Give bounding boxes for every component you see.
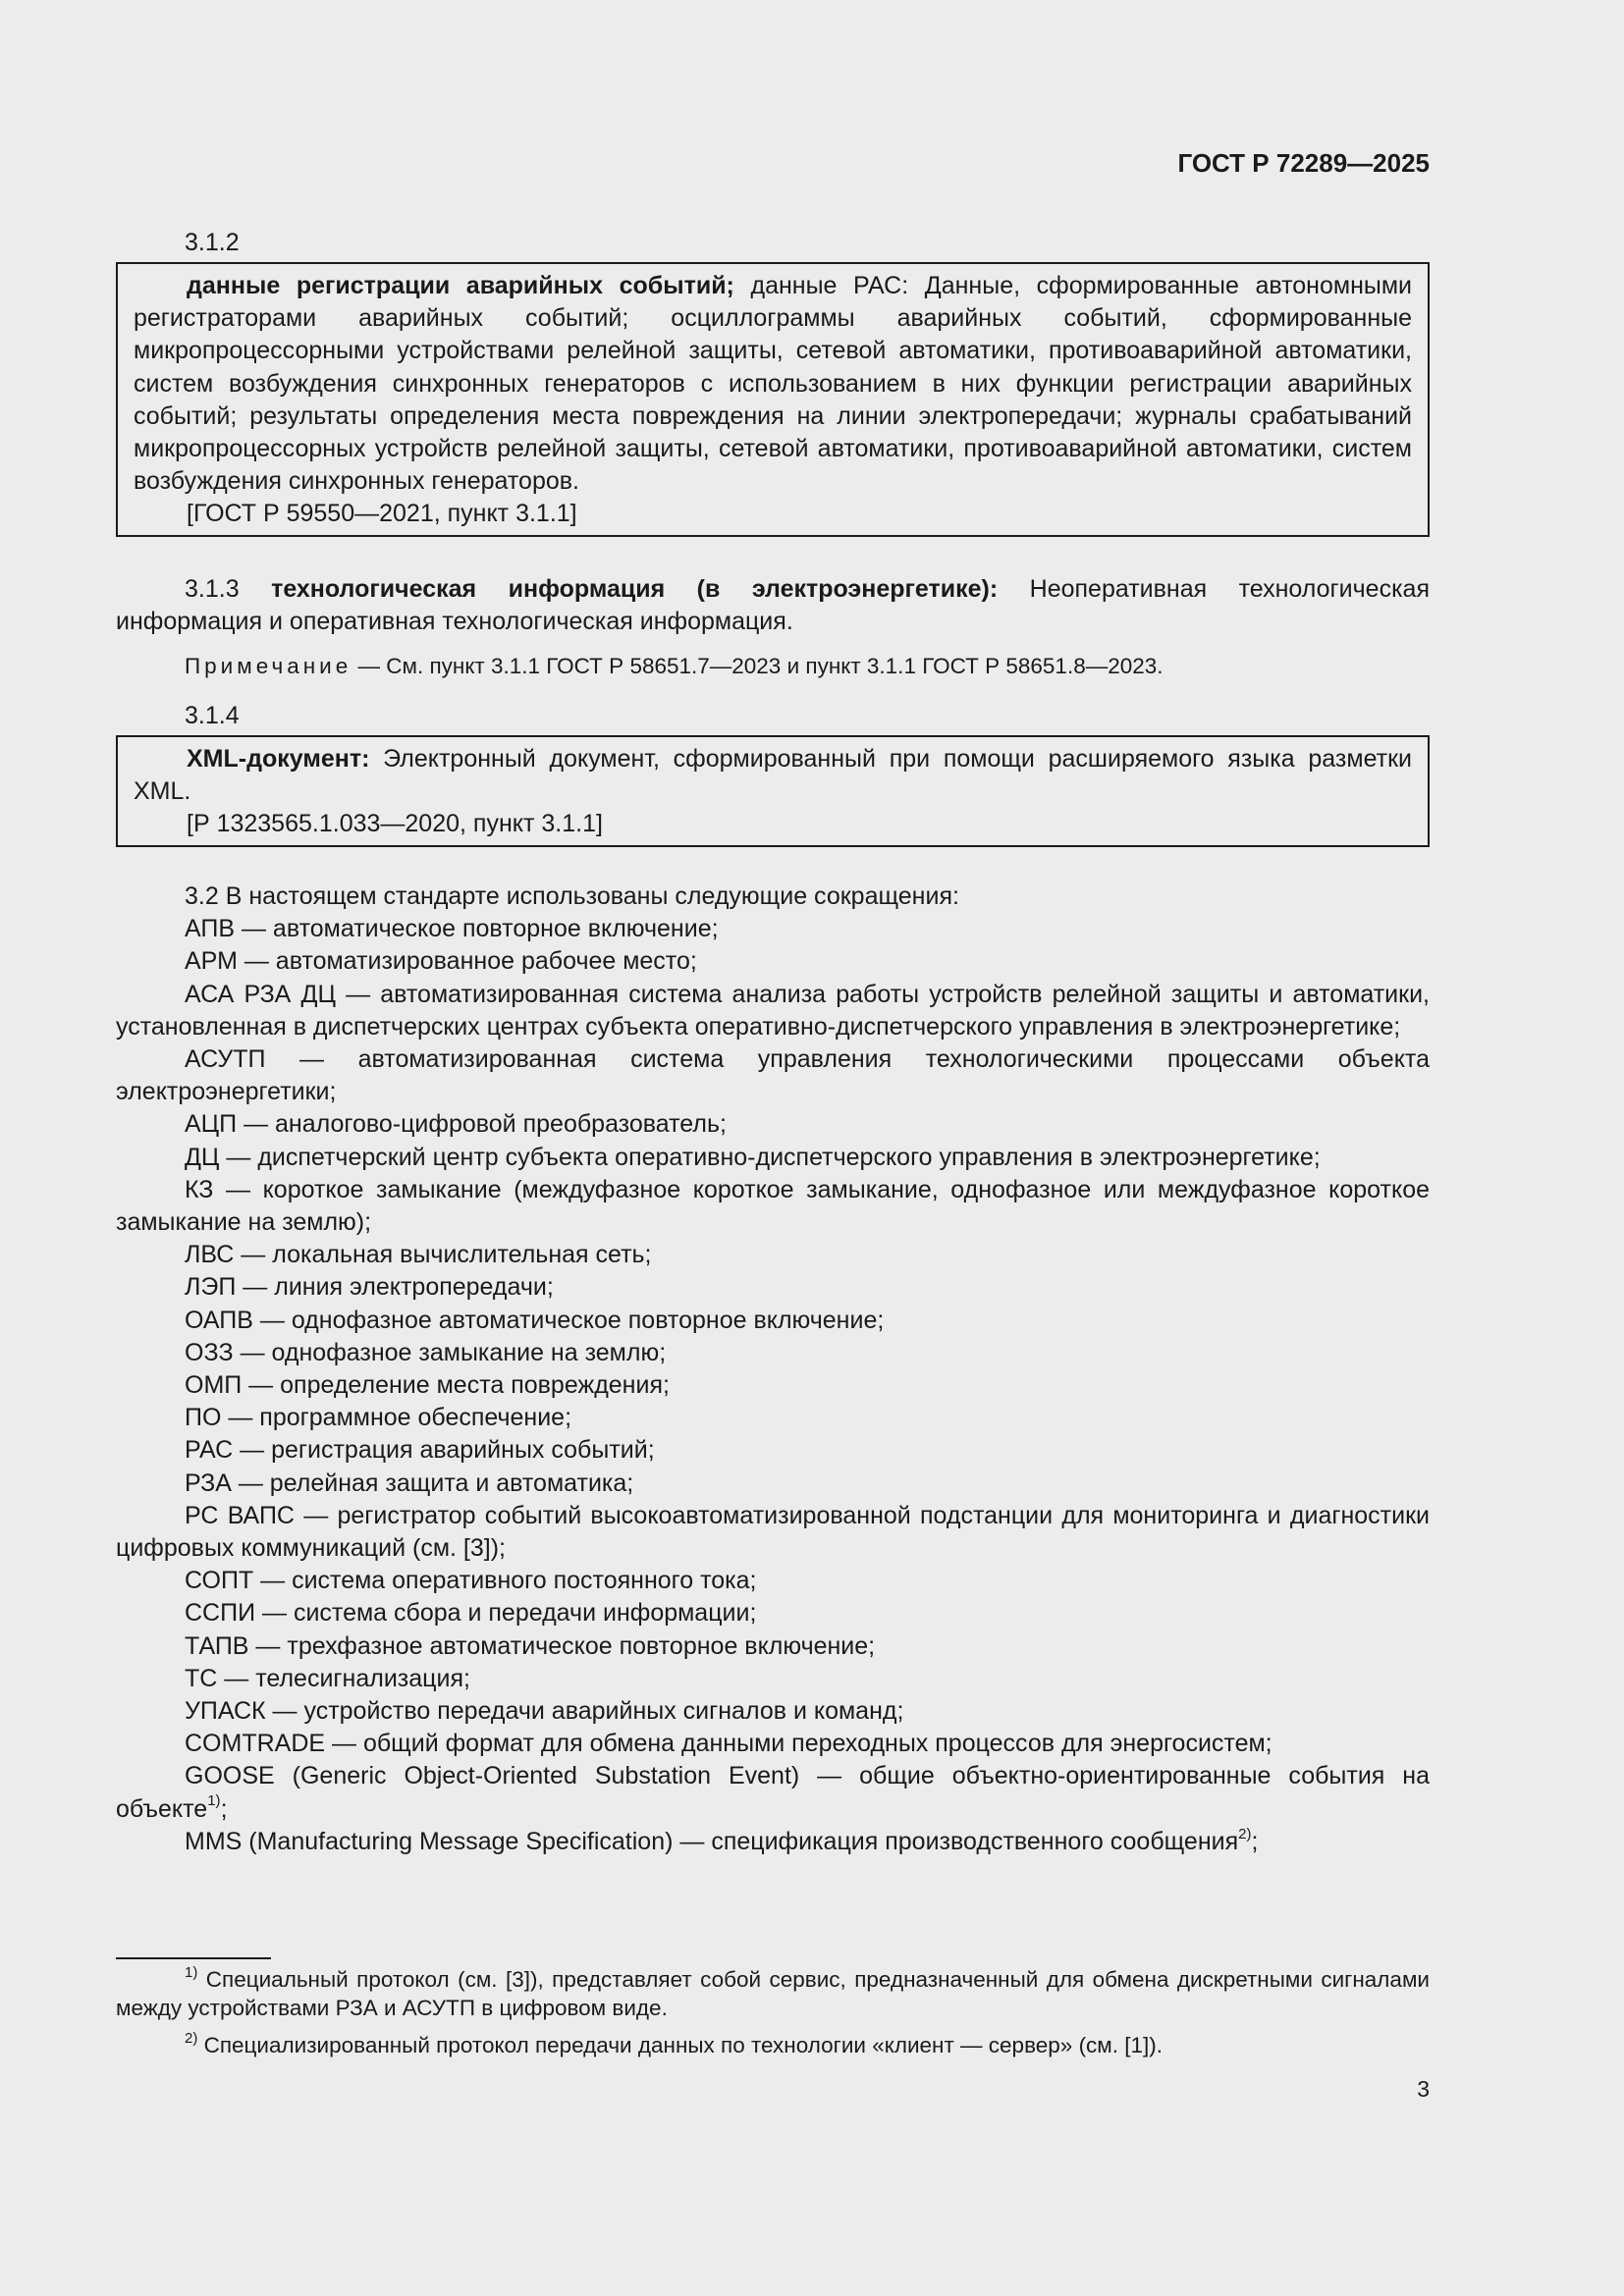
footnote-text: Специализированный протокол передачи данных по технологии «клиент — сервер» (см. [1]). — [197, 2033, 1164, 2057]
footnote-divider — [116, 1957, 271, 1959]
abbreviation-item: АРМ — автоматизированное рабочее место; — [185, 947, 697, 976]
abbreviation-item: COMTRADE — общий формат для обмена данными переходных процессов для энергосистем; — [185, 1730, 1272, 1758]
footnote-mark: 2) — [185, 2029, 198, 2047]
abbreviation-item: РЗА — релейная защита и автоматика; — [185, 1468, 634, 1497]
abbreviation-item: УПАСК — устройство передачи аварийных сигналов и команд; — [185, 1697, 904, 1726]
abbreviations-section — [116, 881, 1430, 1858]
abbreviation-end: ; — [220, 1794, 228, 1823]
page-number: 3 — [1417, 2076, 1430, 2102]
abbreviation-item: ПО — программное обеспечение; — [185, 1404, 572, 1432]
footnote-mark: 1) — [185, 1963, 198, 1981]
abbreviation-item-mms — [116, 1826, 1430, 1858]
term-definition-paragraph — [116, 573, 1430, 638]
footnote-ref-1[interactable]: 1) — [207, 1792, 221, 1810]
abbreviation-item: АСУТП — автоматизированная система управления технологическими процессами объекта электроэнергетики; — [116, 1045, 1430, 1106]
term-box-3-1-4 — [116, 735, 1430, 847]
abbreviation-item: ДЦ — диспетчерский центр субъекта оперативно-диспетчерского управления в электроэнергетике; — [185, 1143, 1321, 1171]
abbreviation-item: АЦП — аналогово-цифровой преобразователь; — [185, 1110, 727, 1139]
abbreviation-item: ОЗЗ — однофазное замыкание на землю; — [185, 1338, 667, 1366]
abbreviation-end: ; — [1251, 1827, 1259, 1855]
term-name: данные регистрации аварийных событий; — [187, 272, 734, 299]
abbreviation-item: ОАПВ — однофазное автоматическое повторное включение; — [185, 1306, 885, 1334]
abbreviation-item: СОПТ — система оперативного постоянного тока; — [185, 1567, 757, 1595]
abbreviation-item: РАС — регистрация аварийных событий; — [185, 1436, 655, 1465]
footnotes — [116, 1965, 1430, 2059]
term-source: [Р 1323565.1.033—2020, пункт 3.1.1] — [187, 810, 603, 838]
abbreviation-item: АСА РЗА ДЦ — автоматизированная система анализа работы устройств релейной защиты и автоматики, установленная в диспетчерских центрах субъекта оперативно-диспетчерского управления в электроэнергетике; — [116, 980, 1430, 1041]
abbreviation-item: ТАПВ — трехфазное автоматическое повторное включение; — [185, 1631, 876, 1660]
abbreviation-item-goose — [116, 1760, 1430, 1825]
term-definition: Электронный документ, сформированный при помощи расширяемого языка разметки XML. — [134, 745, 1412, 806]
term-number-3-1-4: 3.1.4 — [185, 702, 240, 729]
abbreviation-item: ОМП — определение места повреждения; — [185, 1371, 670, 1400]
abbreviation-item: ЛЭП — линия электропередачи; — [185, 1273, 554, 1302]
abbreviation-item: КЗ — короткое замыкание (междуфазное короткое замыкание, однофазное или междуфазное короткое замыкание на землю); — [116, 1175, 1430, 1237]
term-definition: данные РАС: Данные, сформированные автономными регистраторами аварийных событий; осциллограммы аварийных событий, сформированные микропроцессорными устройствами релейной защиты, сетевой автоматики, противоаварийной автоматики, систем возбуждения синхронных генераторов с использованием в них функции регистрации аварийных событий; результаты определения места повреждения на линии электропередачи; журналы срабатываний микропроцессорных устройств релейной защиты, сетевой автоматики, противоаварийной автоматики, систем возбуждения синхронных генераторов. — [134, 272, 1413, 496]
abbreviation-item: ССПИ — система сбора и передачи информации; — [185, 1599, 757, 1628]
term-name: XML-документ: — [187, 745, 370, 773]
term-definition: Неоперативная технологическая информация и оперативная технологическая информация. — [116, 575, 1431, 636]
term-3-1-3 — [116, 573, 1430, 681]
term-definition-paragraph — [134, 743, 1412, 808]
term-source: [ГОСТ Р 59550—2021, пункт 3.1.1] — [187, 500, 577, 528]
note-text: — См. пункт 3.1.1 ГОСТ Р 58651.7—2023 и пункт 3.1.1 ГОСТ Р 58651.8—2023. — [352, 654, 1164, 679]
footnote-2 — [116, 2031, 1430, 2059]
abbreviation-item: РС ВАПС — регистратор событий высокоавтоматизированной подстанции для мониторинга и диагностики цифровых коммуникаций (см. [3]); — [116, 1501, 1430, 1563]
abbreviation-item: АПВ — автоматическое повторное включение; — [185, 915, 719, 943]
abbreviation-text: MMS (Manufacturing Message Specification) — спецификация производственного сообщения — [185, 1827, 1239, 1855]
term-name: технологическая информация (в электроэнергетике): — [271, 575, 999, 603]
note-label: Примечание — [185, 654, 352, 679]
footnote-text: Специальный протокол (см. [3]), представляет собой сервис, предназначенный для обмена дискретными сигналами между устройствами РЗА и АСУТП в цифровом виде. — [116, 1967, 1430, 2020]
abbreviations-intro: 3.2 В настоящем стандарте использованы следующие сокращения: — [185, 882, 959, 910]
document-header: ГОСТ Р 72289—2025 — [1177, 148, 1430, 178]
abbreviation-item: ТС — телесигнализация; — [185, 1664, 470, 1692]
footnote-ref-2[interactable]: 2) — [1238, 1825, 1252, 1842]
footnote-1 — [116, 1965, 1430, 2022]
abbreviation-text: GOOSE (Generic Object-Oriented Substation Event) — общие объектно-ориентированные события на объекте — [116, 1762, 1430, 1823]
term-number-3-1-3: 3.1.3 — [185, 575, 240, 603]
term-box-3-1-2 — [116, 262, 1430, 537]
note — [116, 652, 1430, 681]
abbreviation-item: ЛВС — локальная вычислительная сеть; — [185, 1241, 652, 1269]
term-number-3-1-2: 3.1.2 — [185, 229, 240, 256]
term-definition-paragraph — [134, 270, 1412, 498]
